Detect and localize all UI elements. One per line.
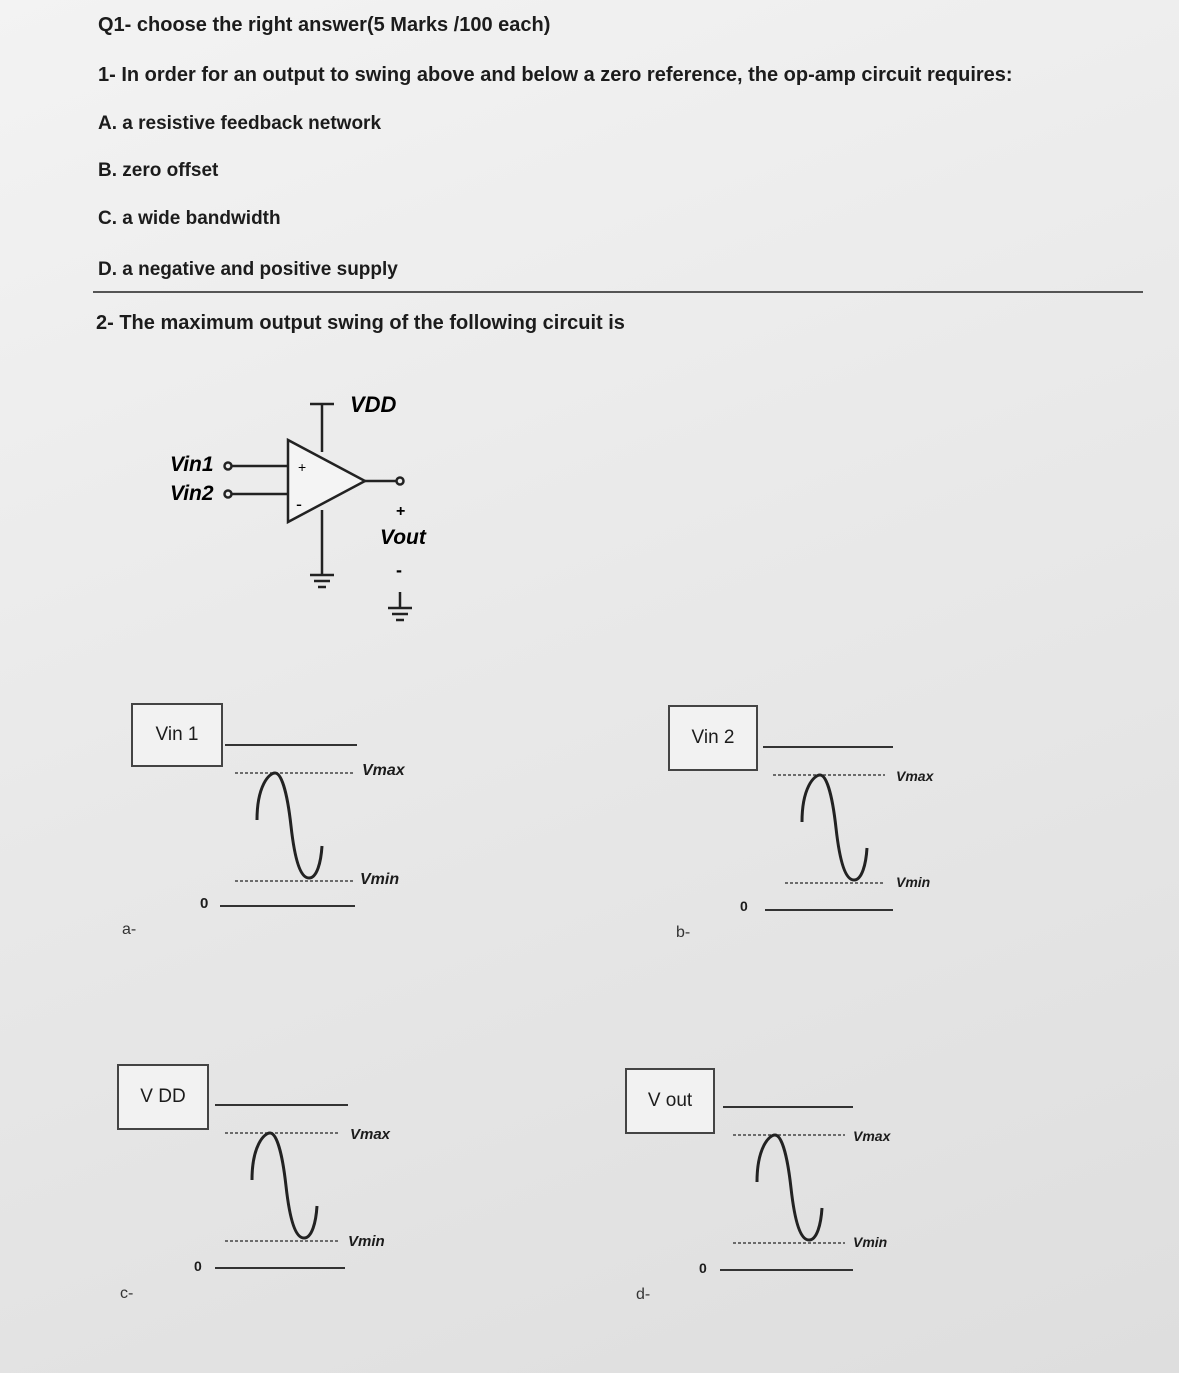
answer-d-waveform (695, 1090, 925, 1280)
answer-b-vmin: Vmin (896, 874, 931, 890)
answer-a-vmax: Vmax (362, 762, 405, 779)
option-b[interactable]: B. zero offset (98, 160, 219, 181)
option-d[interactable]: D. a negative and positive supply (98, 259, 398, 280)
answer-b-vmax: Vmax (896, 768, 934, 784)
question-2-text: 2- The maximum output swing of the following circuit is (96, 312, 625, 334)
answer-d-vmin: Vmin (853, 1234, 888, 1250)
answer-a-label: Vin 1 (155, 724, 199, 745)
vout-plus-sign: + (396, 503, 406, 520)
answer-a-letter[interactable]: a- (122, 921, 137, 938)
answer-d-zero: 0 (699, 1260, 707, 1276)
answer-c-letter[interactable]: c- (120, 1285, 134, 1302)
vin2-label: Vin2 (170, 482, 214, 505)
option-a[interactable]: A. a resistive feedback network (98, 113, 382, 134)
answer-a-zero: 0 (200, 895, 209, 912)
answer-d-label: V out (647, 1090, 693, 1111)
answer-a-waveform (195, 728, 425, 918)
answer-c-label: V DD (140, 1086, 186, 1107)
answer-a-vmin: Vmin (360, 871, 400, 888)
op-amp-circuit (160, 380, 450, 640)
answer-d-letter[interactable]: d- (636, 1286, 651, 1303)
answer-b-letter[interactable]: b- (676, 924, 691, 941)
option-c[interactable]: C. a wide bandwidth (98, 208, 281, 229)
question-1-text: 1- In order for an output to swing above and below a zero reference, the op-amp circuit requires: (98, 64, 1013, 86)
vdd-label: VDD (350, 392, 397, 417)
answer-c-vmax: Vmax (350, 1126, 391, 1143)
answer-c-waveform (190, 1088, 420, 1278)
answer-b-waveform (740, 730, 970, 920)
answer-c-zero: 0 (194, 1258, 202, 1274)
answer-d-vmax: Vmax (853, 1128, 891, 1144)
section-divider (93, 291, 1143, 293)
vout-minus-sign: - (396, 560, 402, 580)
vout-label: Vout (380, 526, 426, 549)
answer-b-zero: 0 (740, 898, 748, 914)
answer-b-label: Vin 2 (691, 727, 735, 748)
answer-c-vmin: Vmin (348, 1233, 385, 1250)
plus-input-sign: + (298, 459, 307, 475)
question-title: Q1- choose the right answer(5 Marks /100 each) (98, 14, 551, 36)
minus-input-sign: - (296, 494, 302, 514)
vin1-label: Vin1 (170, 453, 214, 476)
